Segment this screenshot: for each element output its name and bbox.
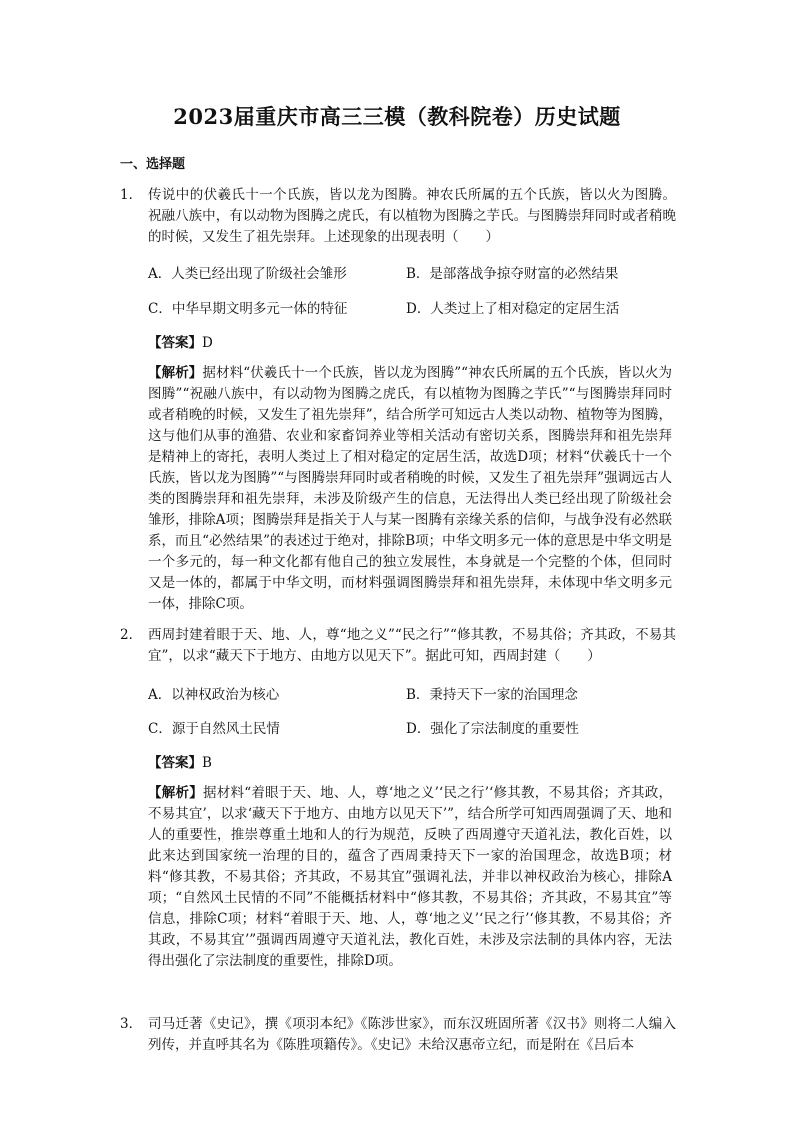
question-stem: 传说中的伏羲氏十一个氏族，皆以龙为图腾。神农氏所属的五个氏族，皆以火为图腾。 祝融八族中，有以动物为图腾之虎氏，有以植物为图腾之芋氏。与图腾崇拜同时或者稍晚的时候，又发生了祖先崇拜。上述现象的出现表明（ ） <box>148 187 676 245</box>
option-a: A．以神权政治为核心 <box>148 687 280 703</box>
question-stem: 西周封建着眼于天、地、人，尊“地之义”“民之行”“修其教，不易其俗；齐其政，不易其宜”，以求“藏天下于地方、由地方以见天下”。据此可知，西周封建（ ） <box>148 627 676 664</box>
explanation-text: 据材料“伏羲氏十一个氏族，皆以龙为图腾”“神农氏所属的五个氏族，皆以火为图腾”“祝融八族中，有以动物为图腾之虎氏，有以植物为图腾之芋氏”“与图腾崇拜同时或者稍晚的时候，又发生了祖先崇拜”，结合所学可知远古人类以动物、植物等为图腾，这与他们从事的渔猎、农业和家畜饲养业等相关活动有密切关系，图腾崇拜和祖先崇拜是精神上的寄托，表明人类过上了相对稳定的定居生活，故选D项；材料“伏羲氏十一个氏族，皆以龙为图腾”“与图腾崇拜同时或者稍晚的时候，又发生了祖先崇拜”强调远古人类的图腾崇拜和祖先崇拜，未涉及阶级产生的信息，无法得出人类已经出现了阶级社会雏形，排除A项；图腾崇拜是指关于人与某一图腾有亲缘关系的信仰，与战争没有必然联系，而且“必然结果”的表述过于绝对，排除B项；中华文明多元一体的意思是中华文明是一个多元的，每一种文化都有他自己的独立发展性，本身就是一个完整的个体，但同时又是一体的，都属于中华文明，而材料强调图腾崇拜和祖先崇拜，未体现中华文明多元一体，排除C项。 <box>148 365 672 612</box>
question-number: 2． <box>120 627 143 643</box>
section-heading: 一、选择题 <box>120 157 186 172</box>
question-stem: 司马迁著《史记》，撰《项羽本纪》《陈涉世家》，而东汉班固所著《汉书》则将二人编入列传，并直呼其名为《陈胜项籍传》。《史记》未给汉惠帝立纪，而是附在《吕后本 <box>148 1016 676 1053</box>
question-3 <box>120 1014 676 1056</box>
question-1-explanation <box>148 363 672 615</box>
question-number: 3． <box>120 1016 143 1032</box>
question-2-explanation <box>148 783 672 972</box>
question-number: 1． <box>120 187 143 203</box>
explanation-tag: 【解析】 <box>148 365 203 381</box>
option-d: D．人类过上了相对稳定的定居生活 <box>406 301 620 317</box>
question-2 <box>120 625 676 667</box>
option-d: D．强化了宗法制度的重要性 <box>406 721 579 737</box>
option-a: A．人类已经出现了阶级社会雏形 <box>148 266 347 282</box>
answer-value: D <box>202 335 213 351</box>
answer-tag: 【答案】 <box>148 755 202 771</box>
answer-value: B <box>202 755 212 771</box>
option-c: C．中华早期文明多元一体的特征 <box>148 301 348 317</box>
answer-tag: 【答案】 <box>148 335 202 351</box>
explanation-tag: 【解析】 <box>148 785 203 801</box>
explanation-text: 据材料“着眼于天、地、人，尊‘地之义’‘民之行’‘修其教，不易其俗；齐其政，不易其宜’，以求‘藏天下于地方、由地方以见天下’”，结合所学可知西周强调了天、地和人的重要性，推崇尊重土地和人的行为规范，反映了西周遵守天道礼法，教化百姓，以此来达到国家统一治理的目的，蕴含了西周秉持天下一家的治国理念，故选B项；材料“修其教，不易其俗；齐其政，不易其宜”强调礼法，并非以神权政治为核心，排除A项；“自然风土民情的不同”不能概括材料中“修其教，不易其俗；齐其政，不易其宜”等信息，排除C项；材料“着眼于天、地、人，尊‘地之义’‘民之行’‘修其教，不易其俗；齐其政，不易其宜’”强调西周遵守天道礼法，教化百姓，未涉及宗法制的具体内容，无法得出强化了宗法制度的重要性，排除D项。 <box>148 785 673 969</box>
option-c: C．源于自然风土民情 <box>148 721 280 737</box>
question-1-answer <box>148 331 213 351</box>
question-2-answer <box>148 751 212 771</box>
document-title: 2023届重庆市高三三模（教科院卷）历史试题 <box>173 104 621 129</box>
option-b: B．秉持天下一家的治国理念 <box>406 687 578 703</box>
question-1 <box>120 185 676 248</box>
option-b: B．是部落战争掠夺财富的必然结果 <box>406 266 619 282</box>
